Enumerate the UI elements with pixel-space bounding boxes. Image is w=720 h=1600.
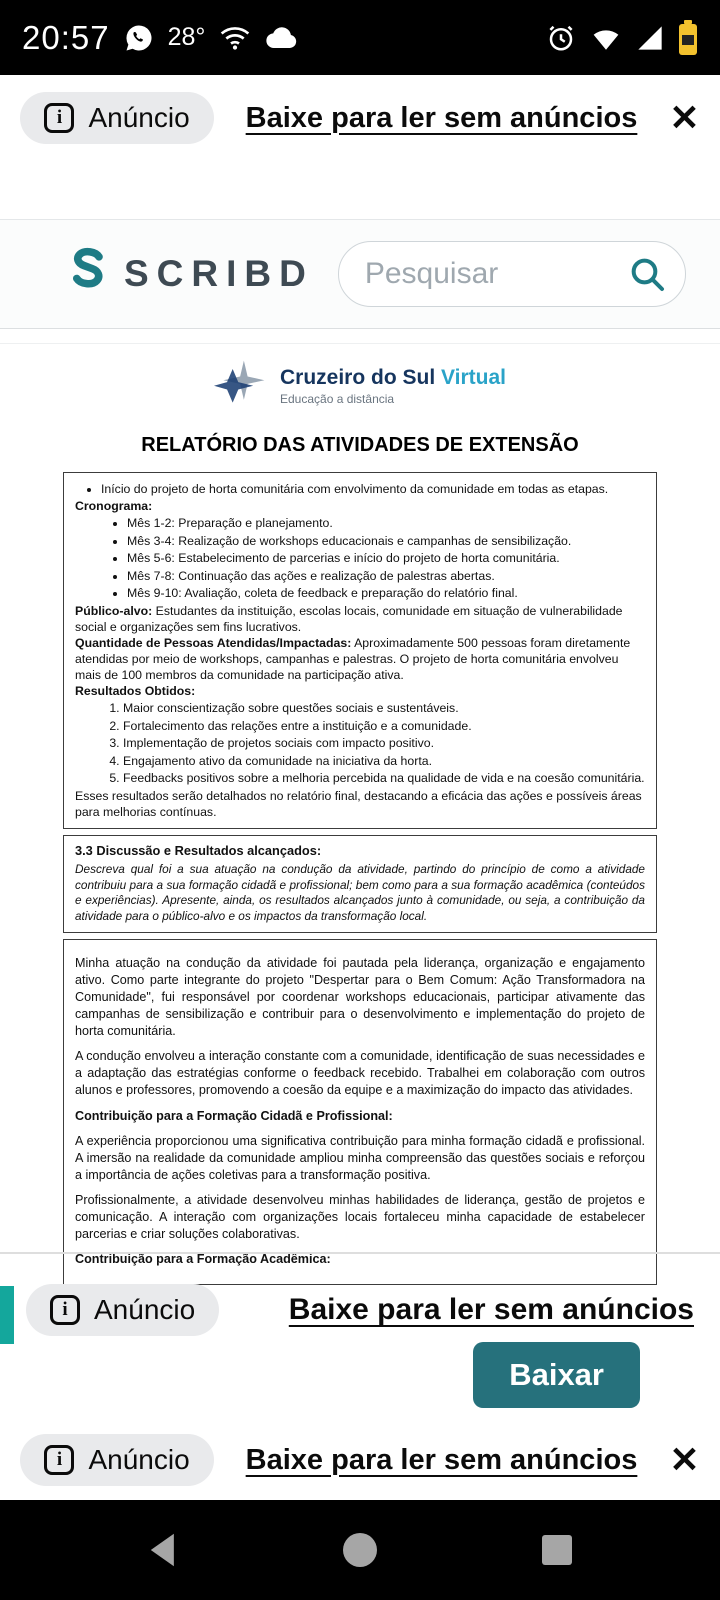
intro-bullet: • Início do projeto de horta comunitária com envolvimento da comunidade em todas as etapas. [101,482,645,498]
download-button[interactable]: Baixar [473,1342,640,1408]
info-icon: i [44,103,74,133]
report-section-discussion-header [63,835,657,933]
institution-logo [0,359,720,412]
institution-name-suffix: Virtual [441,365,506,389]
remove-ads-link[interactable]: Baixe para ler sem anúncios [245,101,638,134]
list-item: 2. Fortalecimento das relações entre a instituição e a comunidade. [123,719,645,735]
list-item: • Mês 5-6: Estabelecimento de parcerias e início do projeto de horta comunitária. [127,551,645,567]
ad-badge [26,1284,219,1336]
resultados-list [75,701,645,787]
ad-badge-label: Anúncio [94,1294,196,1325]
subheading: Contribuição para a Formação Acadêmica: [75,1252,331,1267]
close-icon[interactable]: ✕ [669,97,700,138]
remove-ads-link[interactable]: Baixe para ler sem anúncios [245,1443,638,1476]
scribd-header [0,219,720,329]
alarm-icon [546,23,576,53]
publico-alvo-paragraph: Público-alvo: Estudantes da instituição, escolas locais, comunidade em situação de vulnerabilidade social e organizações sem fins lucrativos. [75,603,623,634]
ad-badge [20,92,213,144]
scribd-logo-icon [62,246,110,303]
subheading: Contribuição para a Formação Cidadã e Profissional: [75,1108,393,1123]
institution-logo-text [280,366,506,406]
search-box[interactable] [338,241,686,307]
report-section-discussion-body [63,939,657,1285]
document-title: RELATÓRIO DAS ATIVIDADES DE EXTENSÃO [141,434,579,456]
wifi-notification-icon [219,24,251,51]
closing-paragraph: Esses resultados serão detalhados no relatório final, destacando a eficácia das ações e possíveis áreas para melhorias contínuas. [75,788,642,819]
info-icon: i [50,1295,80,1325]
cronograma-list [75,516,645,602]
list-item: • Mês 9-10: Avaliação, coleta de feedback e preparação do relatório final. [127,586,645,602]
cell-signal-icon [636,24,664,52]
battery-icon [678,20,698,56]
back-icon[interactable] [146,1531,180,1569]
status-bar [0,0,720,75]
ad-badge [20,1434,213,1486]
list-item: • Mês 7-8: Continuação das ações e realização de palestras abertas. [127,569,645,585]
list-item: • Mês 3-4: Realização de workshops educacionais e campanhas de sensibilização. [127,534,645,550]
institution-name: Cruzeiro do Sul [280,365,436,389]
report-section-activities [63,472,657,829]
paragraph: Minha atuação na condução da atividade foi pautada pela liderança, organização e engajamento ativo. Como parte integrante do projeto "Despertar para o Bem Comum: Ação Transformadora na Comunidade", fui responsável por coordenar workshops educacionais, participar ativamente das campanhas de sensibilização e contribuir para o desenvolvimento e implementação do projeto de horta comunitária. [75,955,645,1039]
quantidade-paragraph: Quantidade de Pessoas Atendidas/Impactadas: Aproximadamente 500 pessoas foram diretamente atendidas por meio de workshops, campanhas e palestras. O projeto de horta comunitária envolveu mais de 100 membros da comunidade na participação ativa. [75,635,631,682]
institution-subtitle: Educação a distância [280,391,395,406]
search-input[interactable] [365,257,627,291]
list-item: 4. Engajamento ativo da comunidade na iniciativa da horta. [123,754,645,770]
remove-ads-link[interactable]: Baixe para ler sem anúncios [288,1293,694,1326]
bottom-ad-area [0,1284,720,1408]
temperature: 28° [167,23,206,51]
list-item: 3. Implementação de projetos sociais com impacto positivo. [123,736,645,752]
whatsapp-icon [124,23,154,53]
list-item: 5. Feedbacks positivos sobre a melhoria percebida na qualidade de vida e na coesão comunitária. [123,771,645,787]
clock-time: 20:57 [22,18,110,56]
info-icon: i [44,1445,74,1475]
scribd-wordmark: SCRIBD [124,253,314,294]
status-bar-left [22,19,299,57]
scribd-logo[interactable] [62,246,314,303]
close-icon[interactable]: ✕ [669,1439,700,1480]
teal-accent-bar [0,1286,14,1344]
ad-badge-label: Anúncio [88,102,190,133]
android-nav-bar [0,1500,720,1600]
recents-icon[interactable] [540,1533,574,1567]
section-heading: 3.3 Discussão e Resultados alcançados: [75,842,322,858]
status-bar-right [546,20,698,56]
paragraph: A experiência proporcionou uma significativa contribuição para minha formação cidadã e profissional. A imersão na realidade da comunidade ampliou minha compreensão das questões sociais e reforçou a importância de ações coletivas para a transformação positiva. [75,1133,645,1182]
ad-badge-label: Anúncio [88,1444,190,1475]
home-icon[interactable] [340,1530,380,1570]
search-icon[interactable] [627,254,667,294]
paragraph: Profissionalmente, a atividade desenvolveu minhas habilidades de liderança, gestão de projetos e comunicação. A interação com organizações locais fortaleceu minha capacidade de estabelecer parcerias e criar soluções colaborativas. [75,1193,645,1242]
wifi-icon [590,25,622,51]
cronograma-label: Cronograma: [75,498,153,513]
resultados-label: Resultados Obtidos: [75,683,196,698]
bottom-ad-row [26,1284,694,1336]
page-divider [0,1252,720,1254]
footer-ad-banner [0,1428,720,1492]
document-page [0,329,720,1285]
section-instructions: Descreva qual foi a sua atuação na condução da atividade, partindo do princípio de como a atividade contribuiu para a sua formação cidadã e profissional; bem como para a sua formação acadêmica (conteúdos e experiências). Apresente, ainda, os resultados alcançados junto à comunidade, ou seja, a contribuição da atividade para o público-alvo e os impactos da transformação local. [75,862,645,923]
list-item: • Mês 1-2: Preparação e planejamento. [127,516,645,532]
list-item: 1. Maior conscientização sobre questões sociais e sustentáveis. [123,701,645,717]
southern-cross-star-icon [214,359,270,412]
cloud-icon [265,25,299,50]
top-ad-banner [0,87,720,149]
paragraph: A condução envolveu a interação constante com a comunidade, identificação de suas necessidades e a adaptação das estratégias conforme o feedback recebido. Trabalhei em colaboração com outros alunos e professores, promovendo a coesão da equipe e a maximização do impacto das atividades. [75,1049,645,1098]
